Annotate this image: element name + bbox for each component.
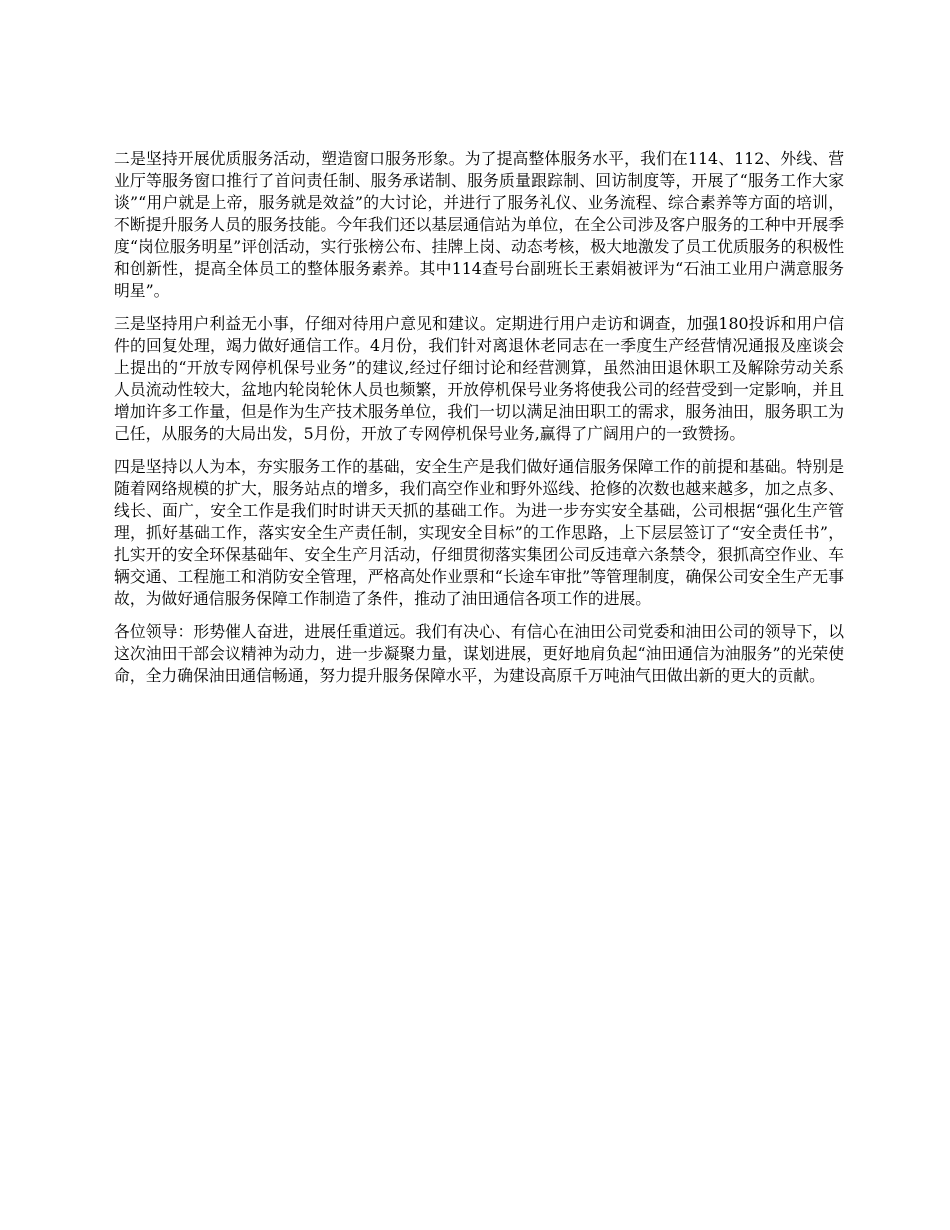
paragraph-user-interests: 三是坚持用户利益无小事，仔细对待用户意见和建议。定期进行用户走访和调查，加强180投诉和用户信件的回复处理，竭力做好通信工作。4月份，我们针对离退休老同志在一季度生产经营情况通报及座谈会上提出的“开放专网停机保号业务”的建议,经过仔细讨论和经营测算，虽然油田退休职工及解除劳动关系人员流动性较大，盆地内轮岗轮休人员也频繁，开放停机保号业务将使我公司的经营受到一定影响，并且增加许多工作量，但是作为生产技术服务单位，我们一切以满足油田职工的需求，服务油田，服务职工为己任，从服务的大局出发，5月份，开放了专网停机保号业务,赢得了广阔用户的一致赞扬。: [114, 314, 844, 443]
paragraph-closing-remarks: 各位领导：形势催人奋进，进展任重道远。我们有决心、有信心在油田公司党委和油田公司的领导下，以这次油田干部会议精神为动力，进一步凝聚力量，谋划进展，更好地肩负起“油田通信为油服务”的光荣使命，全力确保油田通信畅通，努力提升服务保障水平，为建设高原千万吨油气田做出新的更大的贡献。: [114, 622, 844, 685]
document-body: [114, 148, 844, 698]
paragraph-safety-foundation: 四是坚持以人为本，夯实服务工作的基础，安全生产是我们做好通信服务保障工作的前提和基础。特别是随着网络规模的扩大，服务站点的增多，我们高空作业和野外巡线、抢修的次数也越来越多，加之点多、线长、面广，安全工作是我们时时讲天天抓的基础工作。为进一步夯实安全基础，公司根据“强化生产管理，抓好基础工作，落实安全生产责任制，实现安全目标”的工作思路，上下层层签订了“安全责任书”，扎实开的安全环保基础年、安全生产月活动，仔细贯彻落实集团公司反违章六条禁令，狠抓高空作业、车辆交通、工程施工和消防安全管理，严格高处作业票和“长途车审批”等管理制度，确保公司安全生产无事故，为做好通信服务保障工作制造了条件，推动了油田通信各项工作的进展。: [114, 457, 844, 608]
paragraph-service-activities: 二是坚持开展优质服务活动，塑造窗口服务形象。为了提高整体服务水平，我们在114、112、外线、营业厅等服务窗口推行了首问责任制、服务承诺制、服务质量跟踪制、回访制度等，开展了“服务工作大家谈”“用户就是上帝，服务就是效益”的大讨论，并进行了服务礼仪、业务流程、综合素养等方面的培训，不断提升服务人员的服务技能。今年我们还以基层通信站为单位，在全公司涉及客户服务的工种中开展季度“岗位服务明星”评创活动，实行张榜公布、挂牌上岗、动态考核，极大地激发了员工优质服务的积极性和创新性，提高全体员工的整体服务素养。其中114查号台副班长王素娟被评为“石油工业用户满意服务明星”。: [114, 149, 844, 300]
